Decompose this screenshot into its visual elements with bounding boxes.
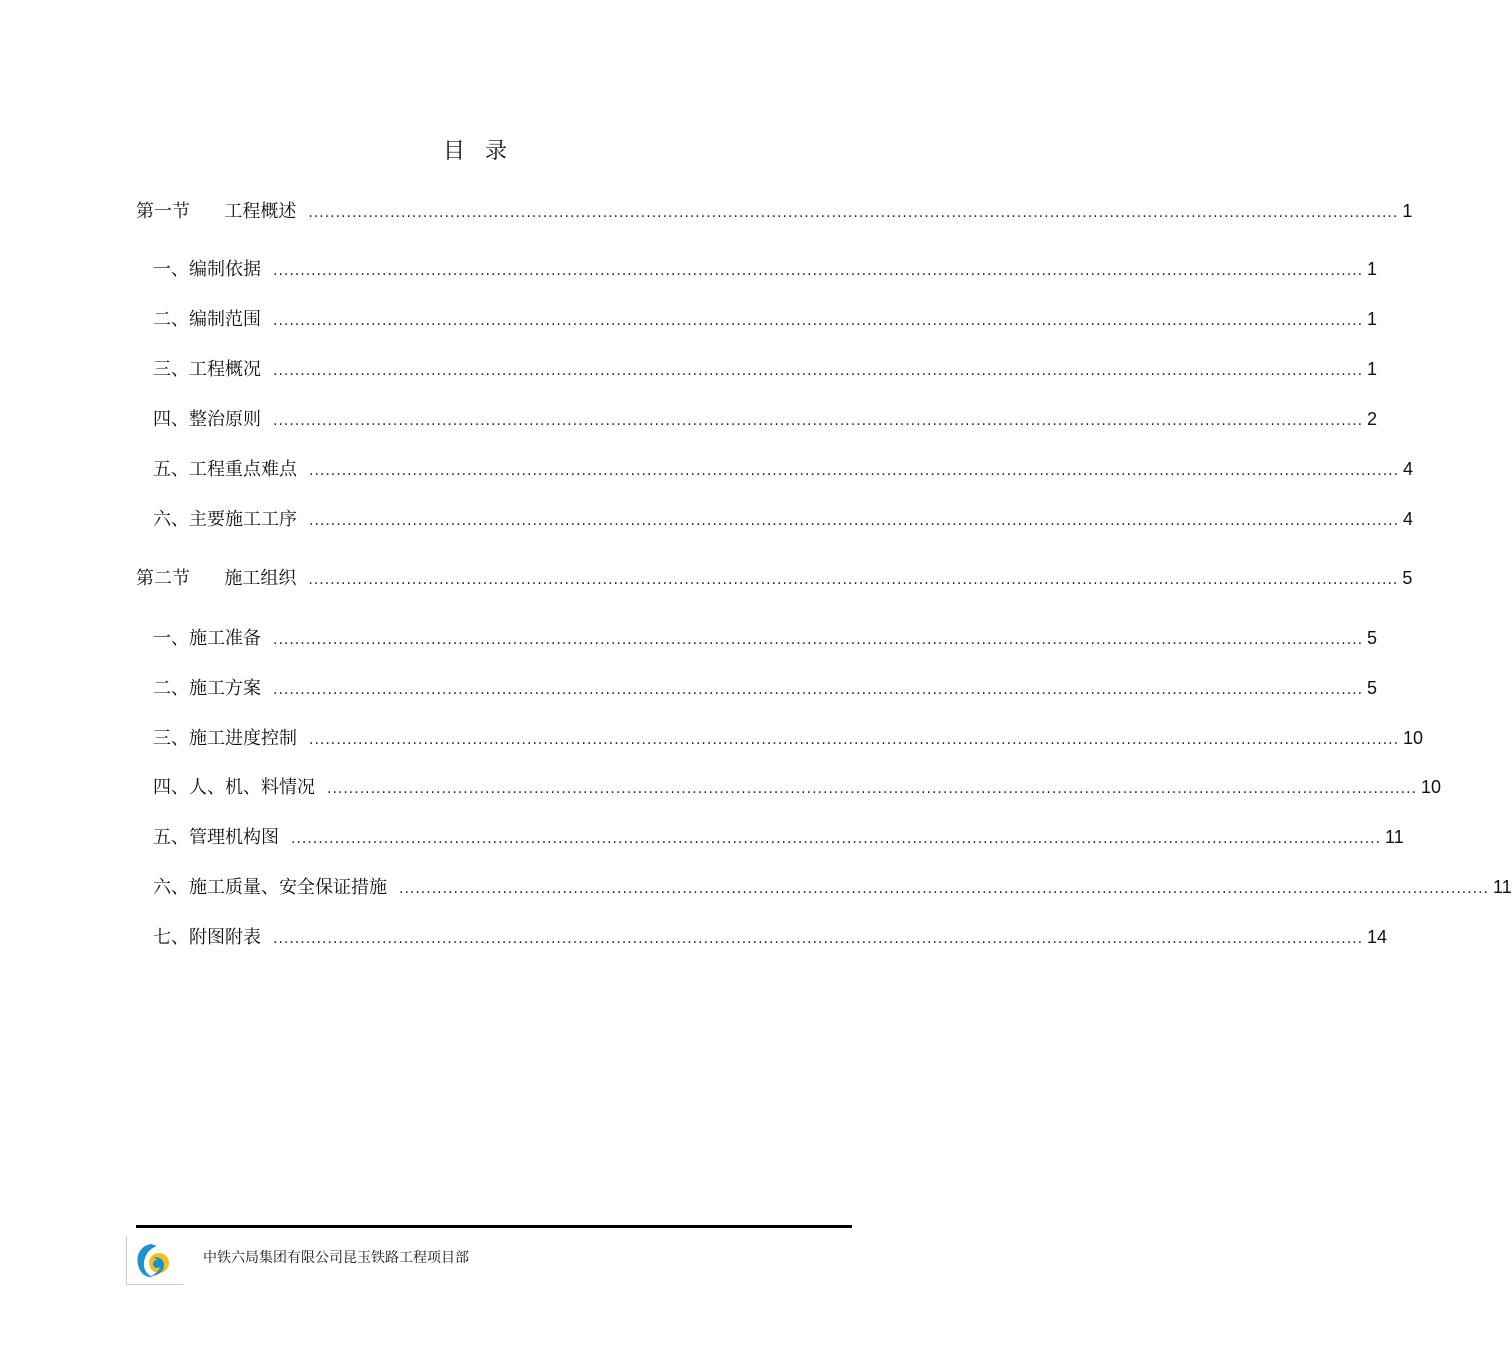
- toc-dot-leader: ........................................................................................................................................................................................................: [399, 881, 1490, 897]
- company-logo-icon: [126, 1236, 183, 1285]
- toc-item-row[interactable]: [153, 405, 1378, 433]
- toc-page-number: 5: [1402, 568, 1413, 588]
- toc-item-row[interactable]: [153, 873, 1512, 901]
- toc-item-row[interactable]: [153, 724, 1424, 752]
- toc-page-number: 1: [1367, 359, 1378, 379]
- toc-entry-label: 第一节 工程概述: [136, 201, 297, 222]
- toc-entry-label: 二、编制范围: [153, 309, 261, 330]
- toc-entry-label: 一、编制依据: [153, 259, 261, 280]
- toc-page-number: 11: [1385, 827, 1404, 847]
- toc-dot-leader: ........................................................................................................................................................................................................: [273, 682, 1364, 698]
- toc-page-number: 10: [1421, 777, 1442, 797]
- toc-dot-leader: ........................................................................................................................................................................................................: [327, 781, 1418, 797]
- toc-dot-leader: ........................................................................................................................................................................................................: [309, 513, 1400, 529]
- toc-page-number: 14: [1367, 927, 1388, 947]
- toc-entry-label: 二、施工方案: [153, 678, 261, 699]
- toc-entry-label: 六、施工质量、安全保证措施: [153, 877, 387, 898]
- toc-dot-leader: ........................................................................................................................................................................................................: [309, 463, 1400, 479]
- document-title-text: 目录: [442, 139, 527, 164]
- toc-entry-label: 五、管理机构图: [153, 827, 279, 848]
- toc-entry-label: 五、工程重点难点: [153, 459, 297, 480]
- logo-blue-dot: [153, 1260, 161, 1268]
- toc-entry-label: 四、人、机、料情况: [153, 777, 315, 798]
- toc-item-row[interactable]: [153, 305, 1378, 333]
- toc-item-row[interactable]: [153, 773, 1442, 801]
- toc-entry-label: 一、施工准备: [153, 628, 261, 649]
- toc-entry-label: 第二节 施工组织: [136, 568, 297, 589]
- footer-company-name: 中铁六局集团有限公司昆玉铁路工程项目部: [203, 1250, 469, 1266]
- toc-item-row[interactable]: [153, 255, 1378, 283]
- toc-dot-leader: ........................................................................................................................................................................................................: [273, 931, 1364, 947]
- toc-dot-leader: ........................................................................................................................................................................................................: [291, 831, 1382, 847]
- toc-section-row[interactable]: [136, 197, 1413, 225]
- toc-page-number: 11: [1493, 877, 1512, 897]
- toc-dot-leader: ........................................................................................................................................................................................................: [309, 732, 1400, 748]
- footer-divider: [136, 1225, 852, 1228]
- document-title: [0, 134, 950, 165]
- toc-entry-label: 六、主要施工工序: [153, 509, 297, 530]
- toc-entry-label: 三、工程概况: [153, 359, 261, 380]
- toc-dot-leader: ........................................................................................................................................................................................................: [273, 313, 1364, 329]
- toc-page-number: 5: [1367, 628, 1378, 648]
- toc-dot-leader: ........................................................................................................................................................................................................: [273, 632, 1364, 648]
- toc-dot-leader: ........................................................................................................................................................................................................: [308, 205, 1399, 221]
- toc-page-number: 2: [1367, 409, 1378, 429]
- toc-page-number: 4: [1403, 509, 1414, 529]
- toc-entry-label: 三、施工进度控制: [153, 728, 297, 749]
- toc-dot-leader: ........................................................................................................................................................................................................: [273, 413, 1364, 429]
- toc-item-row[interactable]: [153, 823, 1404, 851]
- toc-page-number: 10: [1403, 728, 1424, 748]
- toc-dot-leader: ........................................................................................................................................................................................................: [308, 572, 1399, 588]
- toc-dot-leader: ........................................................................................................................................................................................................: [273, 363, 1364, 379]
- toc-entry-label: 七、附图附表: [153, 927, 261, 948]
- toc-dot-leader: ........................................................................................................................................................................................................: [273, 263, 1364, 279]
- toc-item-row[interactable]: [153, 505, 1414, 533]
- toc-page-number: 1: [1367, 309, 1378, 329]
- toc-item-row[interactable]: [153, 355, 1378, 383]
- toc-entry-label: 四、整治原则: [153, 409, 261, 430]
- toc-item-row[interactable]: [153, 455, 1414, 483]
- toc-section-row[interactable]: [136, 564, 1413, 592]
- toc-item-row[interactable]: [153, 624, 1378, 652]
- toc-item-row[interactable]: [153, 923, 1388, 951]
- toc-page-number: 1: [1402, 201, 1413, 221]
- toc-item-row[interactable]: [153, 674, 1378, 702]
- toc-page-number: 4: [1403, 459, 1414, 479]
- toc-page-number: 5: [1367, 678, 1378, 698]
- toc-page-number: 1: [1367, 259, 1378, 279]
- company-logo-graphic: [127, 1236, 183, 1284]
